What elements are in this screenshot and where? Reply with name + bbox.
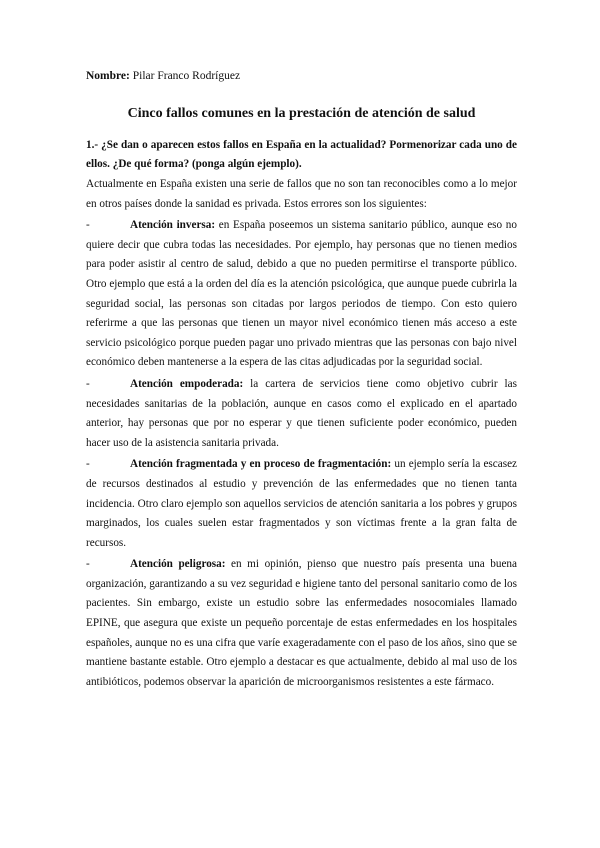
item-heading: Atención peligrosa: bbox=[130, 558, 226, 571]
document-title: Cinco fallos comunes en la prestación de atención de salud bbox=[127, 106, 476, 121]
document-page bbox=[86, 70, 517, 692]
list-item bbox=[86, 455, 517, 553]
item-text: un ejemplo sería la escasez de recursos destinados al estudio y prevención de las enfermedades que no tienen tanta incidencia. Otro claro ejemplo son aquellos servicios de atención sanitaria a los pobres y grupos marginados, los cuales suelen estar fragmentados y son víctimas frente a la gran falta de recursos. bbox=[86, 458, 517, 549]
list-dash: - bbox=[86, 558, 90, 571]
item-text: en mi opinión, pienso que nuestro país presenta una buena organización, garantizando a su vez seguridad e higiene tanto del personal sanitario como de los pacientes. Sin embargo, existe un estudio sobre las enfermedades nosocomiales llamado EPINE, que asegura que existe un pequeño porcentaje de estas enfermedades en los hospitales españoles, aunque no es una cifra que varíe exageradamente con el paso de los años, sino que se mantiene bastante estable. Otro ejemplo a destacar es que actualmente, debido al mal uso de los antibióticos, podemos observar la aparición de microorganismos resistentes a este fármaco. bbox=[86, 558, 517, 688]
item-text: la cartera de servicios tiene como objetivo cubrir las necesidades sanitarias de la población, aunque en casos como el explicado en el apartado anterior, hay personas que por no esperar y que tienen suficiente poder económico, pueden hacer uso de la asistencia sanitaria privada. bbox=[86, 377, 517, 449]
item-text: en España poseemos un sistema sanitario público, aunque eso no quiere decir que cubra todas las necesidades. Por ejemplo, hay personas que no tienen medios para poder asistir al centro de salud, debido a que no pueden permitirse el transporte público. Otro ejemplo que está a la orden del día es la atención psicológica, que aunque puede cubrirla la seguridad social, las personas son citadas por largos periodos de tiempo. Con esto quiero referirme a que las personas que tienen un mayor nivel económico tienen más acceso a este servicio psicológico porque pueden pagar uno privado mientras que las personas con bajo nivel económico deben mantenerse a la espera de las citas adjudicadas por la seguridad social. bbox=[86, 219, 517, 369]
item-heading: Atención fragmentada y en proceso de fragmentación: bbox=[130, 458, 392, 471]
question-heading: 1.- ¿Se dan o aparecen estos fallos en España en la actualidad? Pormenorizar cada uno de ellos. ¿De qué forma? (ponga algún ejemplo). bbox=[86, 139, 517, 170]
author-line bbox=[86, 70, 517, 82]
list-dash: - bbox=[86, 377, 90, 390]
list-dash: - bbox=[86, 219, 90, 232]
list-item bbox=[86, 555, 517, 692]
list-item bbox=[86, 375, 517, 453]
item-heading: Atención inversa: bbox=[130, 219, 216, 232]
item-heading: Atención empoderada: bbox=[130, 377, 244, 390]
list-item bbox=[86, 216, 517, 373]
intro-paragraph: Actualmente en España existen una serie de fallos que no son tan reconocibles como a lo mejor en otros países donde la sanidad es privada. Estos errores son los siguientes: bbox=[86, 178, 517, 210]
author-name: Pilar Franco Rodríguez bbox=[132, 70, 241, 82]
name-label: Nombre: bbox=[86, 70, 130, 82]
list-dash: - bbox=[86, 458, 90, 471]
